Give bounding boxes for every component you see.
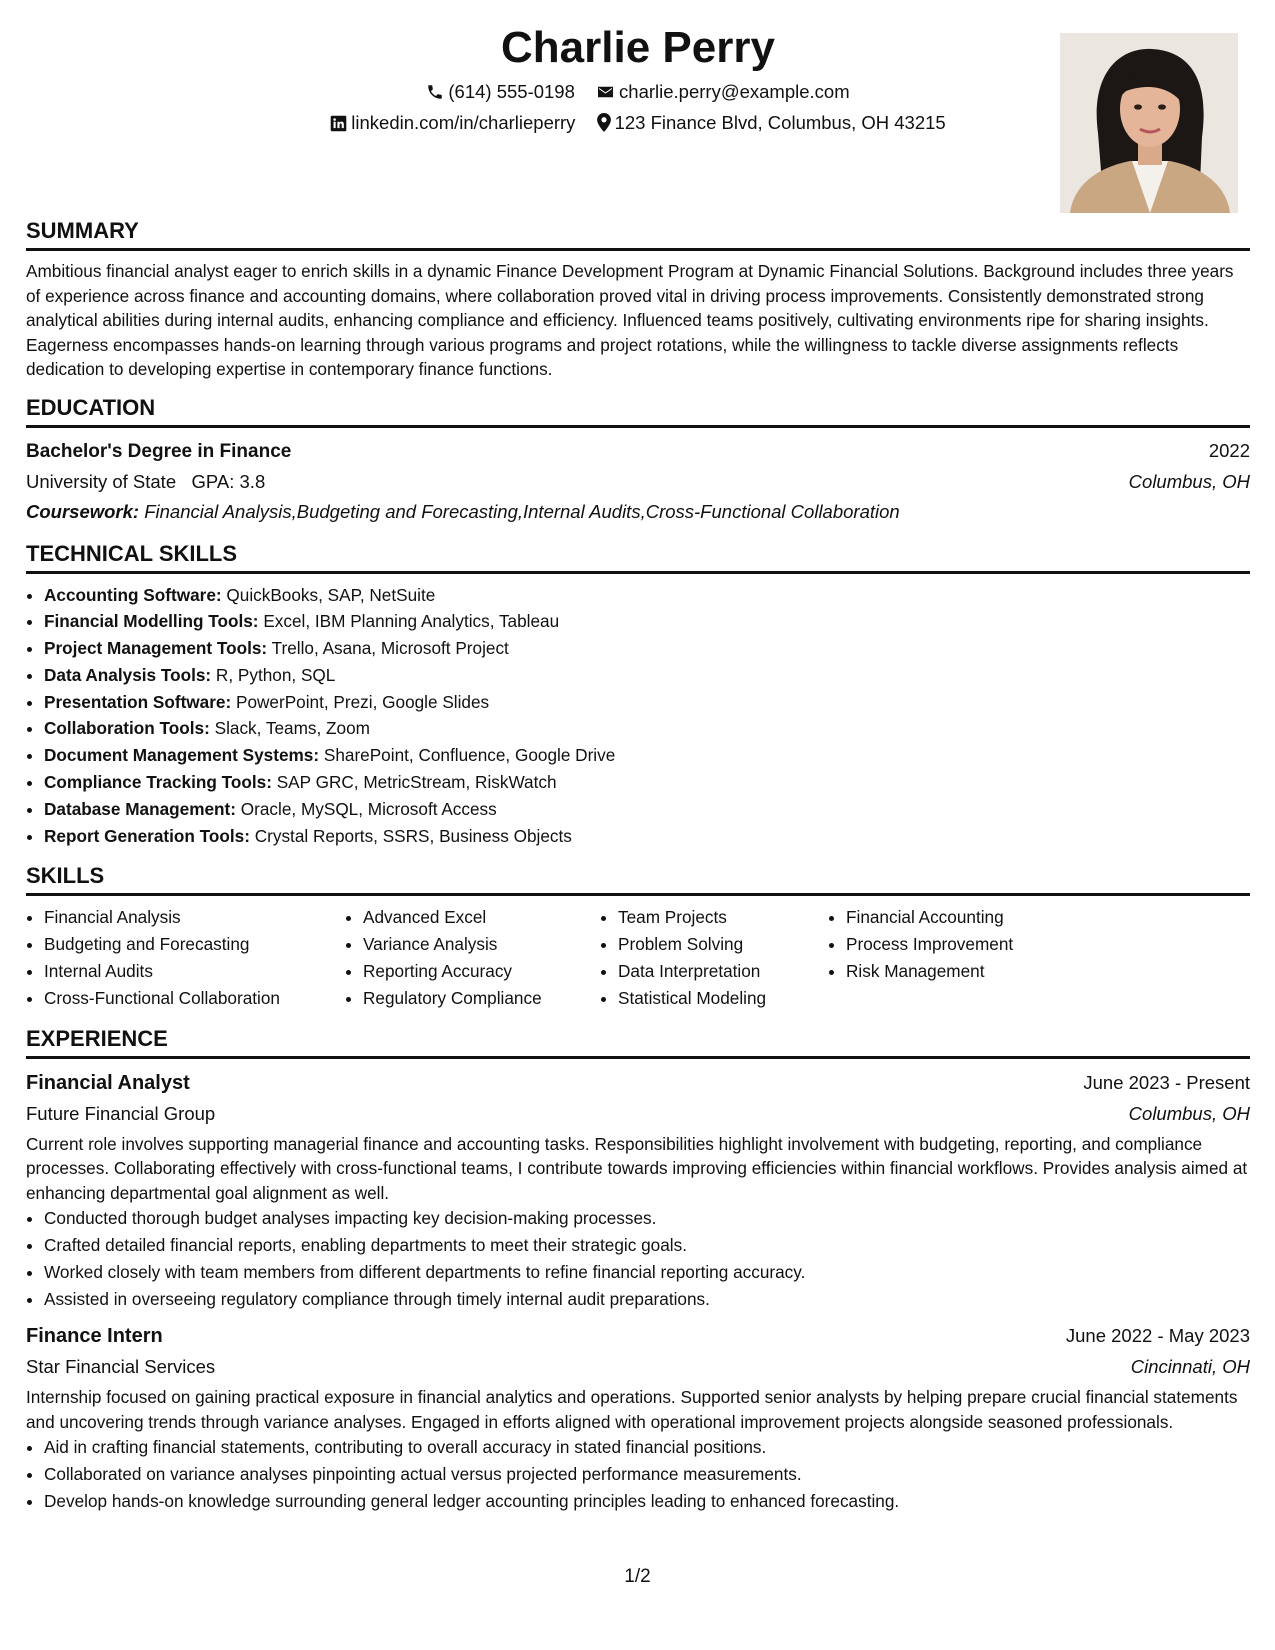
phone-contact — [426, 80, 575, 104]
list-item: • Data Interpretation — [618, 958, 828, 985]
job-title: Finance Intern — [26, 1325, 163, 1348]
summary-section — [26, 218, 1250, 382]
list-item: • Team Projects — [618, 904, 828, 931]
skill-values: PowerPoint, Prezi, Google Slides — [235, 691, 490, 712]
phone-text: (614) 555-0198 — [448, 81, 575, 102]
job-company-row — [26, 1352, 1250, 1382]
skills-grid — [26, 904, 1250, 1011]
skill-category: Report Generation Tools: — [44, 825, 250, 846]
experience-heading: EXPERIENCE — [26, 1026, 1250, 1059]
linkedin-icon — [330, 115, 347, 132]
address-contact — [597, 111, 946, 135]
candidate-name: Charlie Perry — [501, 23, 775, 72]
education-section — [26, 395, 1250, 527]
list-item: • Financial Analysis — [44, 904, 345, 931]
list-item: • Process Improvement — [846, 931, 1146, 958]
education-degree-row — [26, 436, 1250, 467]
skill-category: Compliance Tracking Tools: — [44, 772, 272, 793]
skill-category: Collaboration Tools: — [44, 718, 210, 739]
list-item: • Advanced Excel — [363, 904, 600, 931]
skills-column-2 — [345, 904, 600, 1011]
email-contact[interactable] — [596, 80, 850, 104]
skill-values: Excel, IBM Planning Analytics, Tableau — [263, 611, 560, 632]
job-company-row — [26, 1099, 1250, 1129]
skill-category: Presentation Software: — [44, 691, 232, 712]
experience-section — [26, 1026, 1250, 1515]
skills-section — [26, 863, 1250, 1011]
technical-skills-heading: TECHNICAL SKILLS — [26, 541, 1250, 574]
company-name: Star Financial Services — [26, 1356, 216, 1378]
email-text: charlie.perry@example.com — [619, 81, 850, 102]
skill-category: Accounting Software: — [44, 584, 222, 605]
job-description: Internship focused on gaining practical exposure in financial analytics and operations. Supported senior analysts by helping prepare crucial financial statements and uncovering trends through variance analyses. Engaged in efforts aligned with operational improvement projects alongside seasoned professionals. — [26, 1387, 1238, 1432]
technical-skills-list — [26, 582, 1250, 850]
skill-values: SharePoint, Confluence, Google Drive — [323, 745, 616, 766]
coursework-line — [26, 497, 1250, 527]
address-text: 123 Finance Blvd, Columbus, OH 43215 — [614, 112, 946, 133]
skill-values: Oracle, MySQL, Microsoft Access — [240, 798, 497, 819]
job-dates: June 2023 - Present — [1083, 1071, 1250, 1093]
skill-category: Project Management Tools: — [44, 638, 268, 659]
technical-skills-section — [26, 541, 1250, 850]
school-info — [26, 467, 265, 497]
coursework-label: Coursework: — [26, 500, 140, 522]
skill-category: Document Management Systems: — [44, 745, 320, 766]
linkedin-text: linkedin.com/in/charlieperry — [351, 112, 576, 133]
degree-name: Bachelor's Degree in Finance — [26, 440, 292, 462]
skill-category: Data Analysis Tools: — [44, 664, 212, 685]
job-bullets — [26, 1434, 1250, 1514]
skill-values: SAP GRC, MetricStream, RiskWatch — [276, 772, 557, 793]
skill-values: Slack, Teams, Zoom — [214, 718, 370, 739]
job-location: Cincinnati, OH — [1130, 1356, 1250, 1378]
job-title: Financial Analyst — [26, 1071, 190, 1094]
list-item: • Crafted detailed financial reports, enabling departments to meet their strategic goals. — [44, 1232, 1250, 1259]
company-name: Future Financial Group — [26, 1102, 216, 1124]
portrait-image — [1060, 33, 1238, 213]
profile-photo — [1060, 33, 1238, 213]
list-item: • Develop hands-on knowledge surrounding general ledger accounting principles leading to enhanced forecasting. — [44, 1488, 1250, 1515]
list-item: • Regulatory Compliance — [363, 985, 600, 1012]
skill-values: QuickBooks, SAP, NetSuite — [226, 584, 436, 605]
list-item: • Aid in crafting financial statements, contributing to overall accuracy in stated financial positions. — [44, 1434, 1250, 1461]
skill-values: Trello, Asana, Microsoft Project — [271, 638, 509, 659]
job-bullets — [26, 1205, 1250, 1312]
skill-category: Financial Modelling Tools: — [44, 611, 259, 632]
list-item — [44, 796, 1250, 823]
job-location: Columbus, OH — [1128, 1102, 1250, 1124]
list-item — [44, 823, 1250, 850]
list-item: • Assisted in overseeing regulatory compliance through timely internal audit preparations. — [44, 1286, 1250, 1313]
list-item — [44, 582, 1250, 609]
coursework-list: Financial Analysis,Budgeting and Forecasting,Internal Audits,Cross-Functional Collaboration — [144, 500, 900, 522]
school-location: Columbus, OH — [1128, 470, 1250, 492]
list-item: • Conducted thorough budget analyses impacting key decision-making processes. — [44, 1205, 1250, 1232]
list-item — [44, 715, 1250, 742]
list-item: • Variance Analysis — [363, 931, 600, 958]
skills-column-1 — [26, 904, 345, 1011]
list-item — [44, 662, 1250, 689]
skills-column-3 — [600, 904, 828, 1011]
envelope-icon — [596, 83, 615, 101]
map-pin-icon — [597, 113, 611, 132]
linkedin-contact[interactable] — [330, 111, 575, 135]
resume-page — [26, 0, 1250, 1650]
gpa: GPA: 3.8 — [191, 470, 266, 492]
skill-values: Crystal Reports, SSRS, Business Objects — [254, 825, 572, 846]
education-heading: EDUCATION — [26, 395, 1250, 428]
list-item: • Budgeting and Forecasting — [44, 931, 345, 958]
list-item: • Internal Audits — [44, 958, 345, 985]
list-item: • Reporting Accuracy — [363, 958, 600, 985]
education-school-row — [26, 467, 1250, 497]
list-item — [44, 608, 1250, 635]
job-title-row — [26, 1067, 1250, 1099]
job-entry-1 — [26, 1067, 1250, 1313]
list-item — [44, 742, 1250, 769]
job-entry-2 — [26, 1320, 1250, 1514]
list-item: • Cross-Functional Collaboration — [44, 985, 345, 1012]
page-number: 1/2 — [624, 1566, 651, 1587]
resume-header — [26, 0, 1250, 218]
summary-heading: SUMMARY — [26, 218, 1250, 251]
job-dates: June 2022 - May 2023 — [1065, 1325, 1250, 1347]
skills-heading: SKILLS — [26, 863, 1250, 896]
list-item: • Problem Solving — [618, 931, 828, 958]
skill-category: Database Management: — [44, 798, 236, 819]
summary-text: Ambitious financial analyst eager to enrich skills in a dynamic Finance Development Program at Dynamic Financial Solutions. Background includes three years of experience across finance and accounting domains, where collaboration proved vital in driving process improvements. Consistently demonstrated strong analytical abilities during internal audits, enhancing compliance and efficiency. Influenced teams positively, cultivating environments ripe for sharing insights. Eagerness encompasses hands-on learning through various programs and project rotations, while the willingness to tackle diverse assignments reflects dedication to developing expertise in contemporary finance functions. — [26, 261, 1234, 379]
school-name: University of State — [26, 470, 177, 492]
phone-icon — [426, 83, 444, 101]
list-item: • Financial Accounting — [846, 904, 1146, 931]
list-item: • Worked closely with team members from different departments to refine financial reporting accuracy. — [44, 1259, 1250, 1286]
list-item: • Risk Management — [846, 958, 1146, 985]
list-item: • Statistical Modeling — [618, 985, 828, 1012]
list-item — [44, 635, 1250, 662]
job-description: Current role involves supporting managerial finance and accounting tasks. Responsibilities highlight involvement with budgeting, reporting, and compliance processes. Collaborating effectively with cross-functional teams, I contribute towards improving efficiencies within financial workflows. Provides analysis aimed at enhancing departmental goal alignment as well. — [26, 1133, 1248, 1203]
job-title-row — [26, 1320, 1250, 1352]
list-item: • Collaborated on variance analyses pinpointing actual versus projected performance measurements. — [44, 1461, 1250, 1488]
skills-column-4 — [828, 904, 1146, 1011]
list-item — [44, 689, 1250, 716]
list-item — [44, 769, 1250, 796]
skill-values: R, Python, SQL — [215, 664, 336, 685]
graduation-year: 2022 — [1208, 439, 1250, 461]
